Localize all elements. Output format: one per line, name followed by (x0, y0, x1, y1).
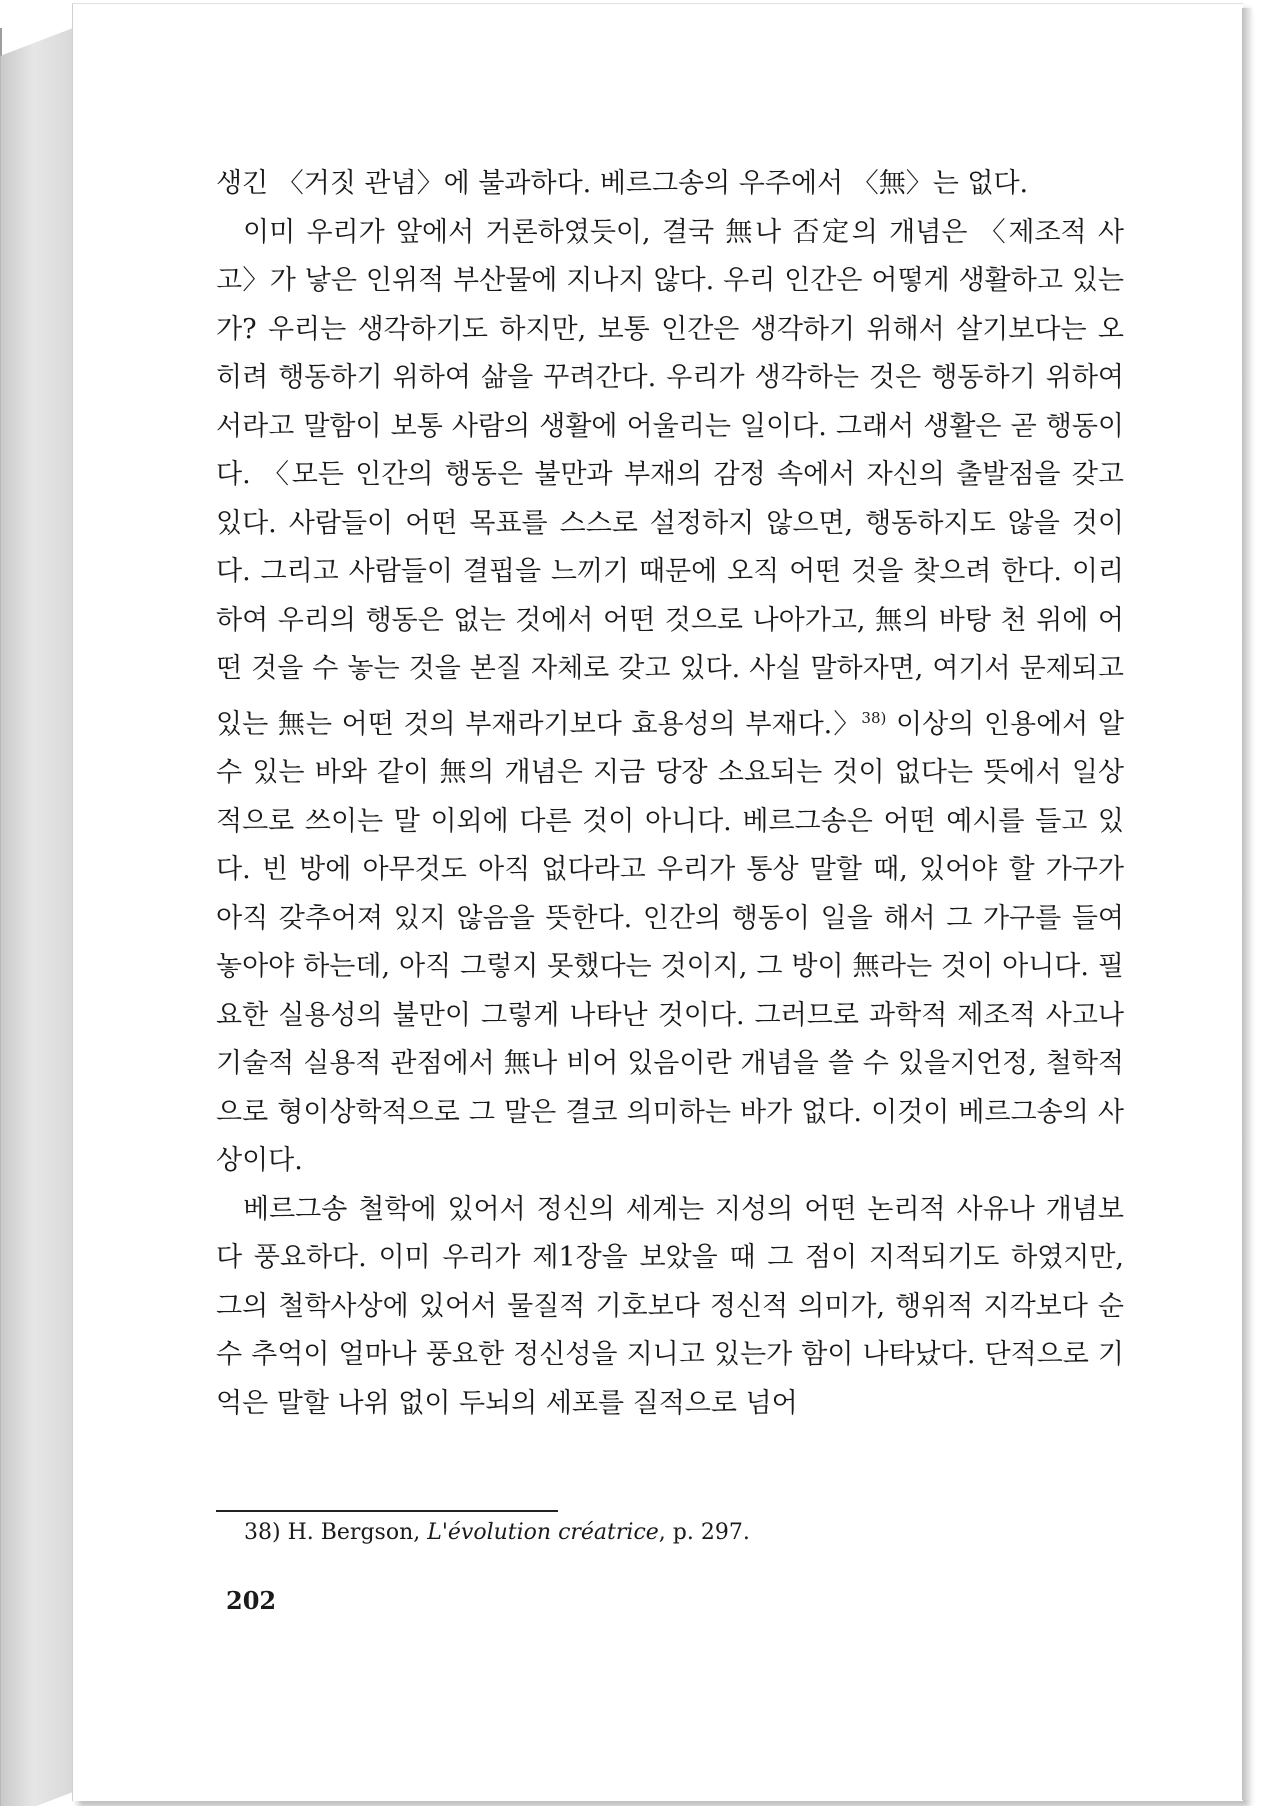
paragraph (216, 209, 1124, 1186)
book-spine (0, 28, 73, 1806)
footnote-reference: 38) (861, 708, 887, 727)
footnote-number: 38) (244, 1520, 281, 1545)
paragraph: 베르그송 철학에 있어서 정신의 세계는 지성의 어떤 논리적 사유나 개념보다 풍요하다. 이미 우리가 제1장을 보았을 때 그 점이 지적되기도 하였지만, 그의 철학사상에 있어서 물질적 기호보다 정신적 의미가, 행위적 지각보다 순수 추억이 얼마나 풍요한 정신성을 지니고 있는가 함이 나타났다. 단적으로 기억은 말할 나위 없이 두뇌의 세포를 질적으로 넘어 (216, 1193, 1124, 1419)
paragraph: 생긴 〈거짓 관념〉에 불과하다. 베르그송의 우주에서 〈無〉는 없다. (216, 168, 1029, 199)
footnote-author: H. Bergson, (287, 1520, 421, 1545)
paragraph-text: 이미 우리가 앞에서 거론하였듯이, 결국 無나 否定의 개념은 〈제조적 사고〉가 낳은 인위적 부산물에 지나지 않다. 우리 인간은 어떻게 생활하고 있는가? 우리는 생각하기도 하지만, 보통 인간은 생각하기 위해서 살기보다는 오히려 행동하기 위하여 삶을 꾸려간다. 우리가 생각하는 것은 행동하기 위하여서라고 말함이 보통 사람의 생활에 어울리는 일이다. 그래서 생활은 곧 행동이다. 〈모든 인간의 행동은 불만과 부재의 감정 속에서 자신의 출발점을 갖고 있다. 사람들이 어떤 목표를 스스로 설정하지 않으면, 행동하지도 않을 것이다. 그리고 사람들이 결핍을 느끼기 때문에 오직 어떤 것을 찾으려 한다. 이리하여 우리의 행동은 없는 것에서 어떤 것으로 나아가고, 無의 바탕 천 위에 어떤 것을 수 놓는 것을 본질 자체로 갖고 있다. 사실 말하자면, 여기서 문제되고 있는 無는 어떤 것의 부재라기보다 효용성의 부재다.〉 (216, 216, 1124, 740)
footnote-title: L'évolution créatrice (427, 1520, 659, 1545)
paragraph-text: 이상의 인용에서 알 수 있는 바와 같이 無의 개념은 지금 당장 소요되는 것이 없다는 뜻에서 일상적으로 쓰이는 말 이외에 다른 것이 아니다. 베르그송은 어떤 예시를 들고 있다. 빈 방에 아무것도 아직 없다라고 우리가 통상 말할 때, 있어야 할 가구가 아직 갖추어져 있지 않음을 뜻한다. 인간의 행동이 일을 해서 그 가구를 들여놓아야 하는데, 아직 그렇지 못했다는 것이지, 그 방이 無라는 것이 아니다. 필요한 실용성의 불만이 그렇게 나타난 것이다. 그러므로 과학적 제조적 사고나 기술적 실용적 관점에서 無나 비어 있음이란 개념을 쓸 수 있을지언정, 철학적으로 형이상학적으로 그 말은 결코 의미하는 바가 없다. 이것이 베르그송의 사상이다. (216, 708, 1125, 1176)
body-text (216, 160, 1124, 1428)
page-shadow (1242, 8, 1252, 1800)
footnote (244, 1520, 750, 1545)
footnote-rule (216, 1510, 558, 1512)
footnote-page: , p. 297. (658, 1520, 750, 1545)
page-number: 202 (226, 1586, 277, 1615)
